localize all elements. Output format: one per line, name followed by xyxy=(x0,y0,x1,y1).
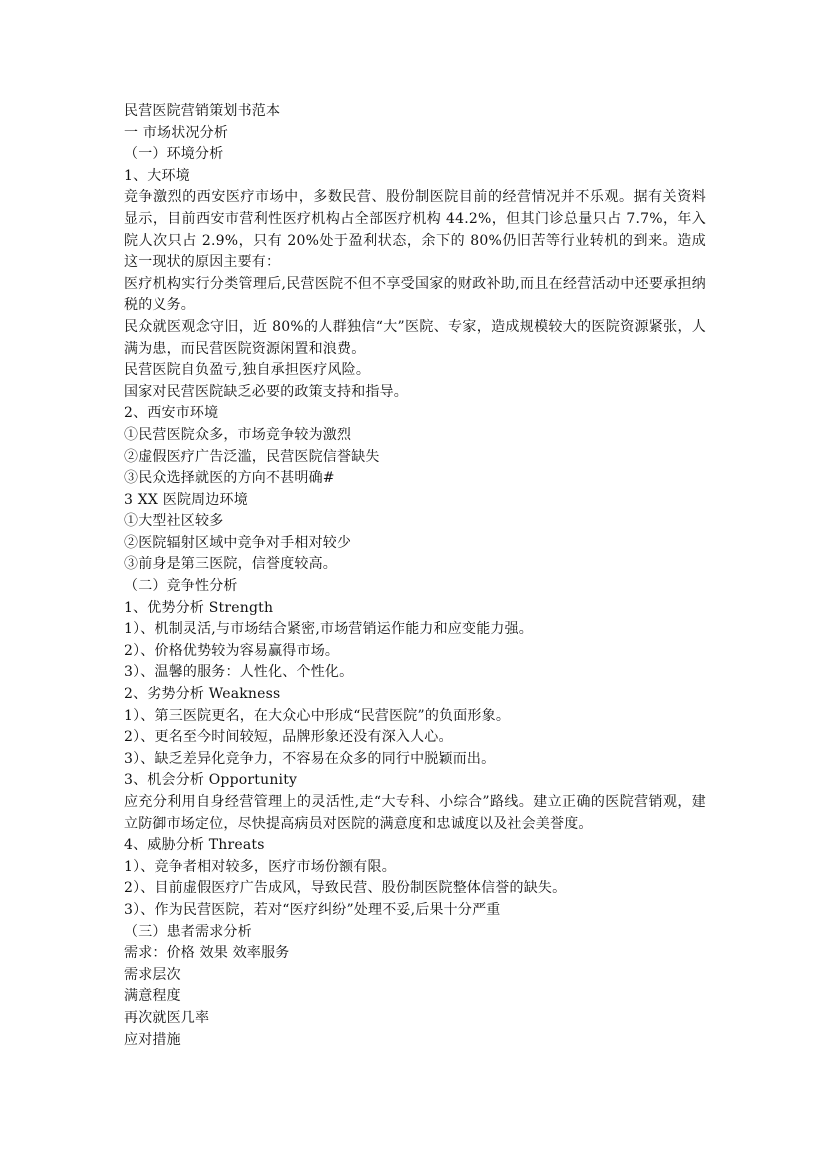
subsection-heading: （三）患者需求分析 xyxy=(124,923,252,940)
list-item: 3）、作为民营医院，若对“医疗纠纷”处理不妥,后果十分严重 xyxy=(124,901,501,918)
list-item: ①大型社区较多 xyxy=(124,513,224,530)
list-item: 1）、第三医院更名，在大众心中形成“民营医院”的负面形象。 xyxy=(124,707,511,724)
list-item: 2）、更名至今时间较短，品牌形象还没有深入人心。 xyxy=(124,729,453,746)
list-item: 3）、温馨的服务：人性化、个性化。 xyxy=(124,664,354,681)
body-line: 需求层次 xyxy=(124,966,181,983)
body-line: 再次就医几率 xyxy=(124,1009,210,1026)
list-item: ③前身是第三医院，信誉度较高。 xyxy=(124,556,337,573)
document-title: 民营医院营销策划书范本 xyxy=(124,103,281,119)
list-item: 1）、机制灵活,与市场结合紧密,市场营销运作能力和应变能力强。 xyxy=(124,621,534,638)
item-heading: 3 XX 医院周边环境 xyxy=(124,491,248,508)
list-item: 2）、目前虚假医疗广告成风，导致民营、股份制医院整体信誉的缺失。 xyxy=(124,880,567,897)
list-item: ①民营医院众多，市场竞争较为激烈 xyxy=(124,426,352,443)
subsection-heading: （一）环境分析 xyxy=(124,146,224,163)
body-line: 需求：价格 效果 效率服务 xyxy=(124,945,290,962)
body-line: 满意程度 xyxy=(124,988,181,1005)
list-item: ②医院辐射区域中竞争对手相对较少 xyxy=(124,534,352,551)
item-heading: 4、威胁分析 Threats xyxy=(124,837,265,854)
body-paragraph: 竞争激烈的西安医疗市场中，多数民营、股份制医院目前的经营情况并不乐观。据有关资料显示，目前西安市营利性医疗机构占全部医疗机构 44.2%，但其门诊总量只占 7.7%，年入院人次只占 2.9%，只有 20%处于盈利状态，余下的 80%仍旧苦等行业转机的到来。造成这一现状的原因主要有： xyxy=(124,189,706,271)
body-line: 应对措施 xyxy=(124,1031,181,1048)
document-body xyxy=(124,101,706,1051)
body-paragraph: 医疗机构实行分类管理后,民营医院不但不享受国家的财政补助,而且在经营活动中还要承担纳税的义务。 xyxy=(124,275,706,314)
body-line: 国家对民营医院缺乏必要的政策支持和指导。 xyxy=(124,383,408,400)
item-heading: 3、机会分析 Opportunity xyxy=(124,772,298,789)
item-heading: 1、大环境 xyxy=(124,167,190,184)
item-heading: 2、劣势分析 Weakness xyxy=(124,686,281,703)
body-paragraph: 民众就医观念守旧，近 80%的人群独信“大”医院、专家，造成规模较大的医院资源紧张，人满为患，而民营医院资源闲置和浪费。 xyxy=(124,318,706,357)
list-item: 1）、竞争者相对较多，医疗市场份额有限。 xyxy=(124,858,396,875)
body-paragraph: 应充分利用自身经营管理上的灵活性,走“大专科、小综合”路线。建立正确的医院营销观，建立防御市场定位，尽快提高病员对医院的满意度和忠诚度以及社会美誉度。 xyxy=(124,794,706,832)
list-item: ②虚假医疗广告泛滥，民营医院信誉缺失 xyxy=(124,448,380,465)
section-heading: 一 市场状况分析 xyxy=(124,124,229,141)
item-heading: 1、优势分析 Strength xyxy=(124,599,274,616)
list-item: 3）、缺乏差异化竞争力，不容易在众多的同行中脱颖而出。 xyxy=(124,750,496,767)
body-line: 民营医院自负盈亏,独自承担医疗风险。 xyxy=(124,362,371,379)
subsection-heading: （二）竞争性分析 xyxy=(124,578,238,595)
item-heading: 2、西安市环境 xyxy=(124,405,219,422)
list-item: ③民众选择就医的方向不甚明确# xyxy=(124,470,335,487)
list-item: 2）、价格优势较为容易赢得市场。 xyxy=(124,642,340,659)
